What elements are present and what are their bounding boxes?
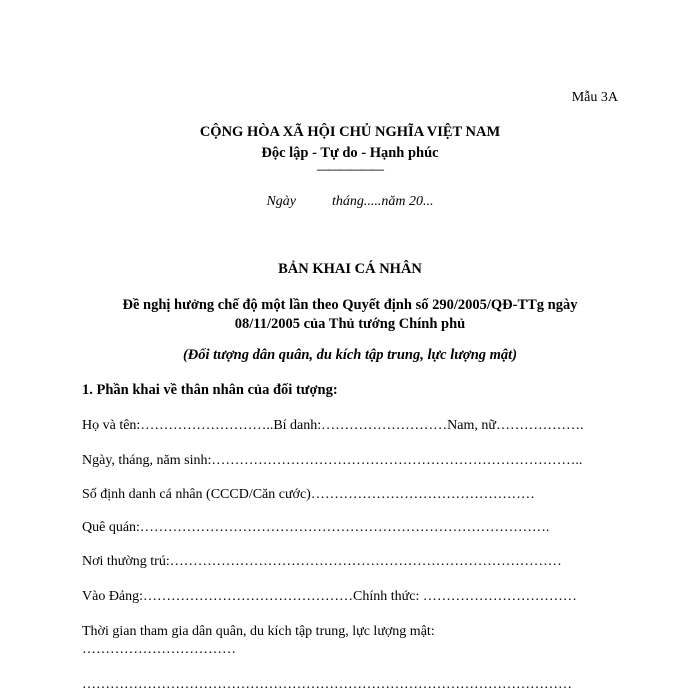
date-day-label: Ngày — [266, 194, 297, 209]
field-service-time-dots: …………………………… — [82, 642, 236, 657]
field-party-join: Vào Đảng:………………………………………Chính thức: …………………………… — [82, 589, 577, 604]
document-title: BẢN KHAI CÁ NHÂN — [278, 261, 422, 277]
field-id-number: Số định danh cá nhân (CCCD/Căn cước)………………………………………… — [82, 487, 535, 502]
header-divider: —————— — [317, 162, 383, 176]
form-code: Mẫu 3A — [571, 90, 618, 105]
field-residence: Nơi thường trú:………………………………………………………………………… — [82, 554, 562, 569]
national-motto: Độc lập - Tự do - Hạnh phúc — [261, 145, 439, 161]
date-month-year: tháng.....năm 20... — [332, 194, 434, 209]
subtitle-line-1: Đề nghị hưởng chế độ một lần theo Quyết định số 290/2005/QĐ-TTg ngày — [122, 297, 578, 313]
field-service-time-label: Thời gian tham gia dân quân, du kích tập trung, lực lượng mật: — [82, 624, 435, 639]
field-name: Họ và tên:………………………..Bí danh:………………………Nam, nữ………………. — [82, 418, 584, 433]
document-subtitle — [0, 296, 700, 334]
field-date-of-birth: Ngày, tháng, năm sinh:…………………………………………………………………….. — [82, 453, 583, 468]
target-group: (Đối tượng dân quân, du kích tập trung, lực lượng mật) — [182, 347, 518, 363]
field-blank-line: …………………………………………………………………………………………… — [82, 677, 572, 692]
section-1-heading: 1. Phần khai về thân nhân của đối tượng: — [82, 382, 338, 398]
subtitle-line-2: 08/11/2005 của Thủ tướng Chính phủ — [234, 316, 466, 332]
field-hometown: Quê quán:……………………………………………………………………………. — [82, 520, 550, 535]
national-title: CỘNG HÒA XÃ HỘI CHỦ NGHĨA VIỆT NAM — [199, 124, 501, 140]
date-line — [0, 194, 700, 210]
